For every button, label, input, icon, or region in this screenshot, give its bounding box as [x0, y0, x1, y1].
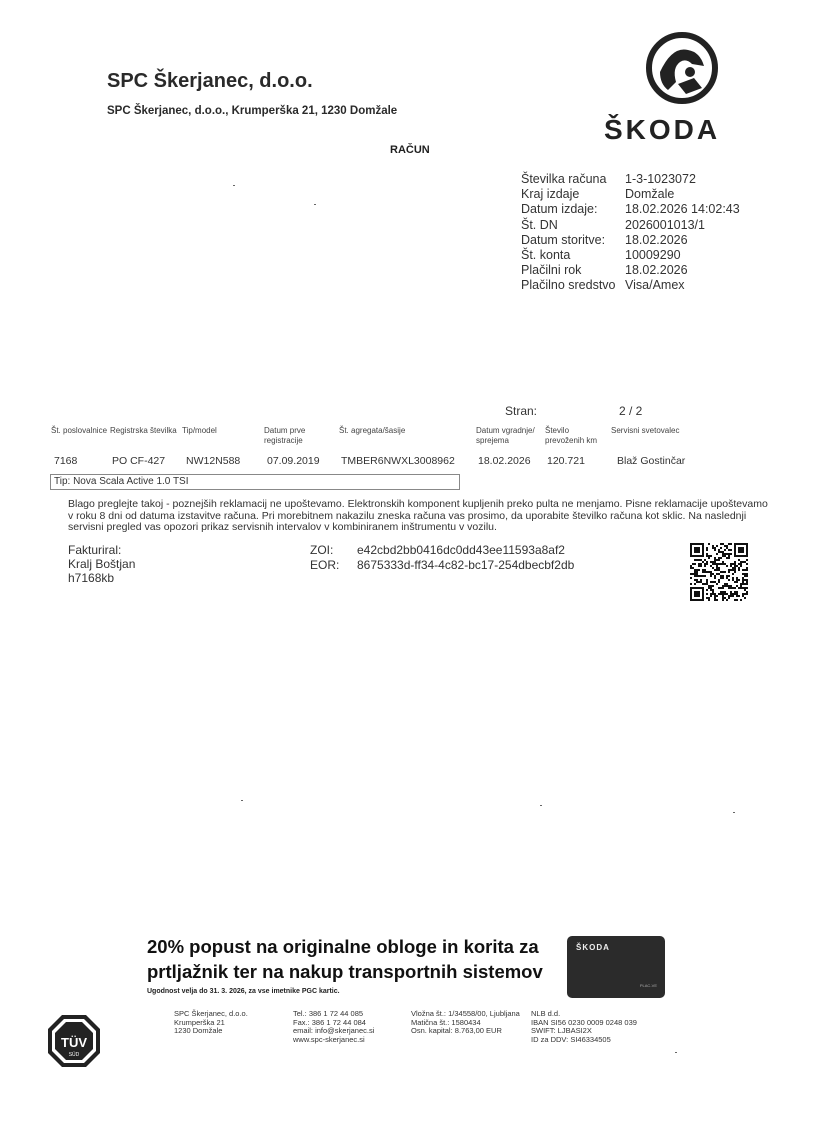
tuv-text: TÜV [61, 1035, 87, 1050]
invoice-meta-label: Datum storitve: [521, 232, 606, 247]
skoda-wordmark: ŠKODA [604, 114, 721, 145]
footer-fax: Fax.: 386 1 72 44 084 [293, 1017, 366, 1027]
invoice-meta-row [521, 263, 740, 278]
promo-line-2: prtljažnik ter na nakup transportnih sistemov [147, 961, 543, 982]
th-branch: Št. poslovalnice [51, 426, 108, 435]
invoice-meta-row [521, 218, 740, 233]
zoi-label: ZOI: [310, 543, 334, 557]
page-label: Stran: [505, 404, 538, 418]
fiscal-values [357, 543, 574, 573]
invoice-meta-value: 18.02.2026 [625, 232, 688, 247]
td-advisor: Blaž Gostinčar [617, 455, 686, 467]
promo-line-1: 20% popust na originalne obloge in korita za [147, 936, 539, 957]
invoice-meta [521, 172, 740, 294]
footer-bank-line: IBAN SI56 0230 0009 0248 039 [531, 1017, 637, 1027]
promo-banner [147, 934, 543, 984]
invoice-meta-label: Kraj izdaje [521, 187, 580, 202]
th-model: Tip/model [182, 426, 217, 435]
invoice-meta-value: 18.02.2026 [625, 263, 688, 278]
footer-registry-line: Vložna št.: 1/34558/00, Ljubljana [411, 1009, 520, 1018]
footer-registry [411, 1010, 520, 1036]
footer-bank [531, 1010, 637, 1044]
invoice-meta-value: Visa/Amex [625, 278, 685, 293]
scan-speck [314, 204, 316, 205]
footer-phone: Tel.: 386 1 72 44 085 [293, 1009, 364, 1018]
card-small-text: PLAC-VE [639, 983, 657, 988]
th-registration: Registrska številka [110, 426, 177, 435]
invoice-meta-row [521, 187, 740, 202]
invoice-meta-value: 18.02.2026 14:02:43 [625, 202, 740, 217]
invoice-meta-value: 2026001013/1 [625, 217, 705, 232]
tuv-sub: SÜD [68, 1052, 80, 1058]
td-registration: PO CF-427 [112, 455, 166, 467]
th-intake-date: Datum vgradnje/ sprejema [476, 426, 535, 445]
signature-label: Fakturiral: [68, 543, 122, 557]
promo-validity: Ugodnost velja do 31. 3. 2026, za vse imetnike PGC kartic. [147, 988, 340, 995]
footer-bank-line: SWIFT: LJBASI2X [531, 1026, 592, 1036]
scan-speck [241, 800, 243, 801]
scan-speck [733, 812, 735, 813]
footer-address-line: SPC Škerjanec, d.o.o. [174, 1009, 248, 1018]
invoice-meta-label: Plačilno sredstvo [521, 278, 616, 293]
footer-registry-line: Matična št.: 1580434 [411, 1017, 481, 1027]
footer-bank-line: NLB d.d. [531, 1009, 561, 1018]
footer-bank-line: ID za DDV: SI46334505 [531, 1034, 611, 1044]
qr-code-icon [690, 543, 748, 601]
th-mileage: Število prevoženih km [545, 426, 598, 445]
footer-website: www.spc-skerjanec.si [293, 1034, 365, 1044]
footer-email: email: info@skerjanec.si [293, 1026, 375, 1036]
invoice-meta-row [521, 202, 740, 217]
scan-speck [233, 185, 235, 186]
footer-address [174, 1010, 248, 1036]
company-address: SPC Škerjanec, d.o.o., Krumperška 21, 1230 Domžale [107, 105, 398, 117]
fiscal-labels [310, 543, 339, 573]
terms-notes: Blago preglejte takoj - poznejših reklamacij ne upoštevamo. Elektronskih komponent kupljenih preko pulta ne menjamo. Pisne reklamacije upoštevamo v roku 8 dni od datuma izstavitve računa. Pri morebitnem nakazilu zneska računa vas prosimo, da uporabite številko računa kot sklic. Na naslednji servisni pregled vas opozori prikaz servisnih intervalov v kombiniranem inštrumentu v vozilu. [68, 498, 768, 533]
invoice-meta-row [521, 278, 740, 293]
signature-block [68, 543, 135, 585]
invoice-meta-value: 1-3-1023072 [625, 172, 696, 186]
td-chassis: TMBER6NWXL3008962 [341, 455, 455, 467]
invoice-meta-label: Plačilni rok [521, 263, 582, 278]
invoice-meta-row [521, 233, 740, 248]
invoice-meta-label: Št. DN [521, 217, 558, 232]
invoice-meta-label: Št. konta [521, 248, 571, 263]
td-mileage: 120.721 [547, 455, 585, 467]
signature-name: Kralj Boštjan [68, 557, 136, 571]
th-advisor: Servisni svetovalec [611, 426, 680, 435]
th-chassis: Št. agregata/šasije [339, 426, 406, 435]
footer-registry-line: Osn. kapital: 8.763,00 EUR [411, 1026, 502, 1036]
eor-value: 8675333d-ff34-4c82-bc17-254dbecbf2db [357, 558, 575, 572]
skoda-emblem-icon [642, 32, 722, 112]
invoice-meta-row [521, 172, 740, 187]
footer-address-line: 1230 Domžale [174, 1026, 223, 1036]
td-branch: 7168 [54, 455, 78, 467]
invoice-meta-value: 10009290 [625, 248, 681, 263]
scan-speck [540, 805, 542, 806]
card-brand: ŠKODA [576, 943, 610, 952]
zoi-value: e42cbd2bb0416dc0dd43ee11593a8af2 [357, 543, 565, 557]
invoice-meta-value: Domžale [625, 187, 675, 202]
th-first-registration: Datum prve registracije [264, 426, 306, 445]
signature-code: h7168kb [68, 571, 115, 585]
footer-address-line: Krumperška 21 [174, 1017, 225, 1027]
scan-speck [675, 1052, 677, 1053]
invoice-meta-label: Številka računa [521, 172, 607, 186]
td-intake-date: 18.02.2026 [478, 455, 531, 467]
pgc-card-image [567, 936, 665, 998]
vehicle-type-line: Tip: Nova Scala Active 1.0 TSI [50, 474, 460, 490]
eor-label: EOR: [310, 558, 340, 572]
company-name: SPC Škerjanec, d.o.o. [107, 70, 313, 92]
invoice-meta-row [521, 248, 740, 263]
td-model: NW12N588 [186, 455, 241, 467]
invoice-meta-label: Datum izdaje: [521, 202, 598, 217]
page-number: 2 / 2 [619, 404, 643, 418]
td-first-registration: 07.09.2019 [267, 455, 320, 467]
document-title: RAČUN [390, 144, 430, 156]
footer-contact [293, 1010, 374, 1044]
tuv-certification-icon [46, 1013, 102, 1069]
